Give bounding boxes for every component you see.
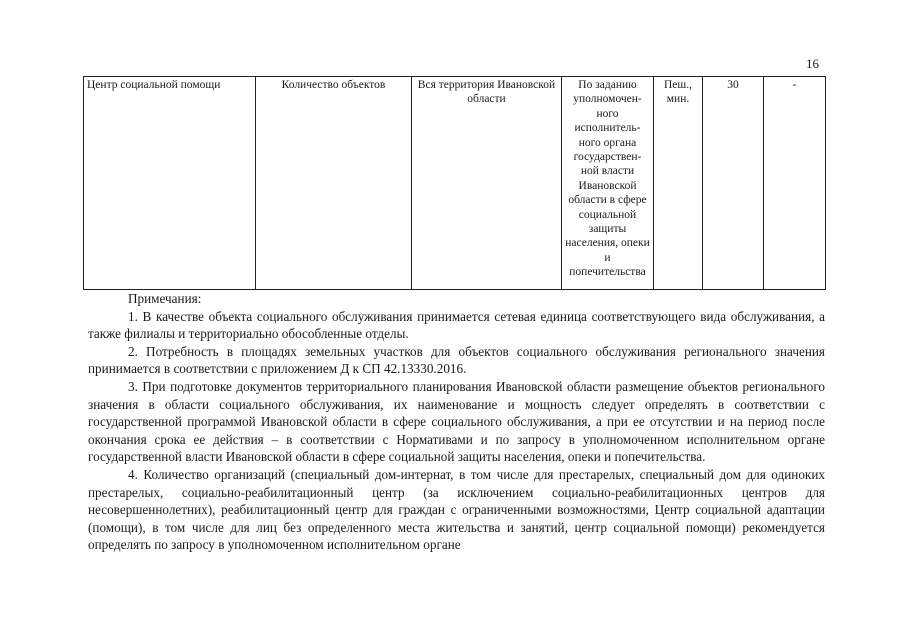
table-row [84,77,826,290]
accessibility-value-cell: 30 [703,77,764,290]
notes-section [88,290,825,554]
note-item: 4. Количество организаций (специальный дом-интернат, в том числе для престарелых, специальный дом для одиноких престарелых, социально-реабилитационный центр (за исключением социально-реабилитационных центров для несовершеннолетних), реабилитационный центр для граждан с ограниченными возможностями, Центр социальной адаптации (помощи), в том числе для лиц без определенного места жительства и занятий, центр социальной помощи) рекомендуется определять по запросу в уполномоченном исполнительном органе [88,466,825,553]
notes-heading: Примечания: [128,291,202,306]
note-item: 2. Потребность в площадях земельных участков для объектов социального обслуживания регионального значения принимается в соответствии с приложением Д к СП 42.13330.2016. [88,343,825,377]
requirements-table [83,76,826,290]
facility-name-cell: Центр социальной помощи [84,77,256,290]
note-item: 1. В качестве объекта социального обслуживания принимается сетевая единица соответствующего вида обслуживания, а также филиалы и территориально обособленные отделы. [88,308,825,342]
territory-cell: Вся территория Ивановской области [412,77,562,290]
value-by-cell: По заданию уполномочен-ного исполнитель-ного органа государствен-ной власти Ивановской области в сфере социальной защиты населения, опеки и попечительства [562,77,654,290]
note-item: 3. При подготовке документов территориального планирования Ивановской области размещение объектов регионального значения в области социального обслуживания, их наименование и мощность следует определять в соответствии с государственной программой Ивановской области в сфере социального обслуживания, а при ее отсутствии и на период после окончания срока ее действия – в соответствии с Нормативами и по запросу в уполномоченном исполнительном органе государственной власти Ивановской области в сфере социальной защиты населения, опеки и попечительства. [88,378,825,465]
page-number: 16 [806,56,819,71]
extra-cell: - [764,77,826,290]
unit-cell: Пеш., мин. [654,77,703,290]
indicator-cell: Количество объектов [256,77,412,290]
